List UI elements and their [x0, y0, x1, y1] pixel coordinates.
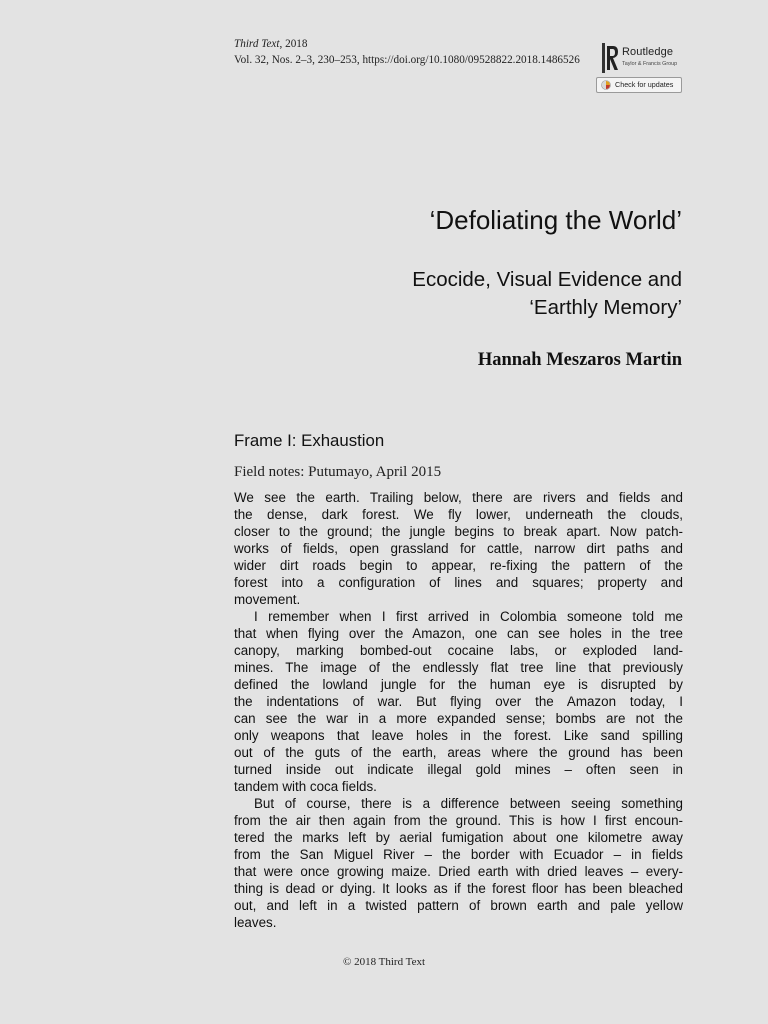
- body-line: works of fields, open grassland for cattle, narrow dirt paths and: [234, 541, 683, 556]
- body-line: defined the lowland jungle for the human eye is disrupted by: [234, 677, 683, 692]
- body-line: turned inside out indicate illegal gold mines – often seen in: [234, 762, 683, 777]
- body-line: I remember when I first arrived in Colombia someone told me: [254, 609, 683, 624]
- routledge-logo-icon: [602, 43, 620, 73]
- publisher-group: Taylor & Francis Group: [622, 61, 678, 67]
- body-line: the dense, dark forest. We fly lower, underneath the clouds,: [234, 507, 683, 522]
- journal-year: , 2018: [279, 38, 308, 50]
- field-notes-heading: Field notes: Putumayo, April 2015: [234, 464, 442, 480]
- journal-name: Third Text: [234, 38, 280, 50]
- body-line: leaves.: [234, 915, 277, 930]
- journal-header: [234, 37, 580, 68]
- journal-line: [234, 37, 580, 53]
- subtitle-line: ‘Earthly Memory’: [529, 296, 682, 319]
- body-line: that when flying over the Amazon, one can see holes in the tree: [234, 626, 683, 641]
- body-line: tered the marks left by aerial fumigation about one kilometre away: [234, 830, 683, 845]
- body-line: can see the war in a more expanded sense; bombs are not the: [234, 711, 683, 726]
- body-line: canopy, marking bombed-out cocaine labs, or exploded land-: [234, 643, 683, 658]
- body-line: from the San Miguel River – the border with Ecuador – in fields: [234, 847, 683, 862]
- body-line: forest into a configuration of lines and squares; property and: [234, 575, 683, 590]
- body-line: out, and left in a twisted pattern of brown earth and pale yellow: [234, 898, 683, 913]
- body-line: thing is dead or dying. It looks as if the forest floor has been bleached: [234, 881, 683, 896]
- body-line: mines. The image of the endlessly flat tree line that previously: [234, 660, 683, 675]
- publisher-name: Routledge: [622, 46, 674, 58]
- body-line: tandem with coca fields.: [234, 779, 377, 794]
- citation: Vol. 32, Nos. 2–3, 230–253, https://doi.org/10.1080/09528822.2018.1486526: [234, 53, 580, 66]
- section-heading: Frame I: Exhaustion: [234, 431, 385, 450]
- body-line: But of course, there is a difference between seeing something: [254, 796, 683, 811]
- article-title: ‘Defoliating the World’: [429, 205, 682, 235]
- subtitle-line: Ecocide, Visual Evidence and: [412, 268, 682, 291]
- check-updates-icon: [601, 80, 611, 90]
- body-line: closer to the ground; the jungle begins to break apart. Now patch-: [234, 524, 683, 539]
- body-line: the indentations of war. But flying over the Amazon today, I: [234, 694, 683, 709]
- publisher-logo[interactable]: [602, 43, 684, 73]
- body-line: from the air then again from the ground. This is how I first encoun-: [234, 813, 683, 828]
- body-line: that were once growing maize. Dried earth with dried leaves – every-: [234, 864, 683, 879]
- article-subtitle: [412, 266, 682, 322]
- copyright-footer: © 2018 Third Text: [342, 956, 426, 968]
- body-line: We see the earth. Trailing below, there are rivers and fields and: [234, 490, 683, 505]
- body-line: only weapons that leave holes in the forest. Like sand spilling: [234, 728, 683, 743]
- check-updates-label: Check for updates: [615, 80, 674, 89]
- body-line: wider dirt roads begin to appear, re-fixing the pattern of the: [234, 558, 683, 573]
- check-for-updates-button[interactable]: [596, 77, 682, 93]
- body-line: movement.: [234, 592, 301, 607]
- body-line: out of the guts of the earth, areas where the ground has been: [234, 745, 683, 760]
- body-text: [234, 489, 683, 931]
- author-name: Hannah Meszaros Martin: [477, 350, 682, 370]
